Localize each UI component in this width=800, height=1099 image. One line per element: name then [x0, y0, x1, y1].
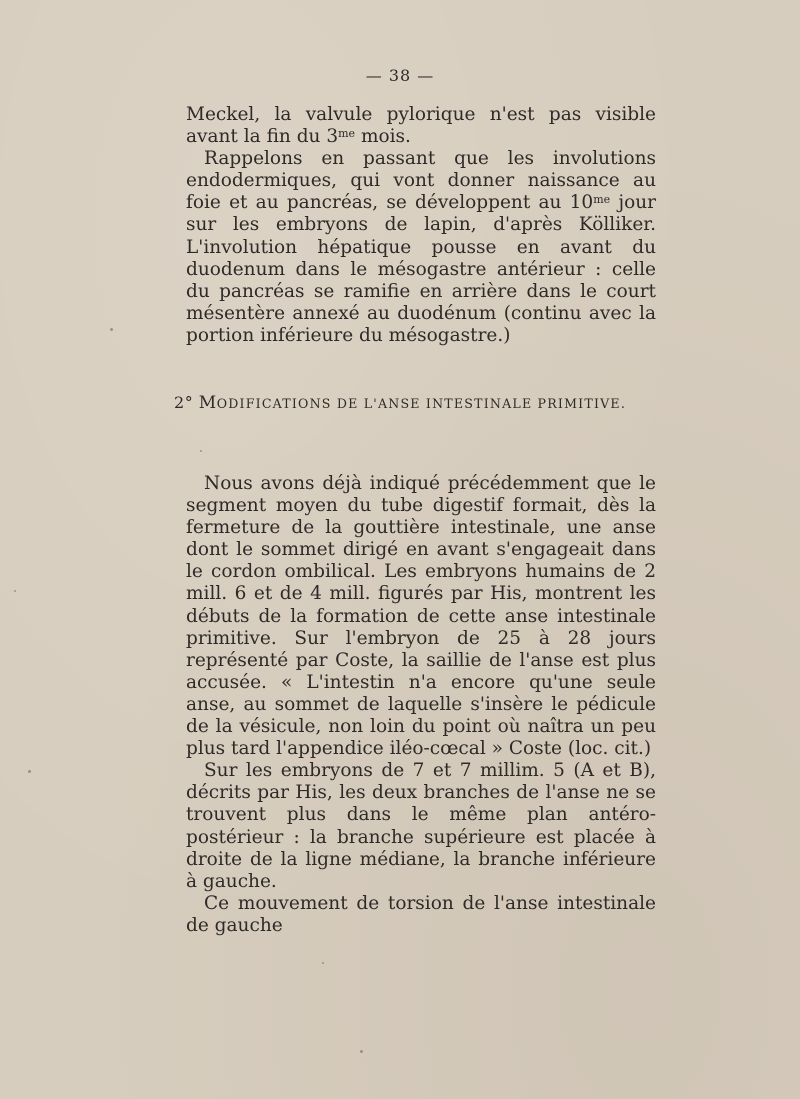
paragraph-2 [186, 148, 656, 347]
section-number: 2° [173, 393, 194, 412]
paragraph-5: Ce mouvement de torsion de l'anse intestinale de gauche [186, 892, 656, 936]
text-block-top [186, 104, 656, 347]
paper-speck [322, 962, 324, 964]
paragraph-1-text-end: mois. [355, 126, 411, 148]
page-number-header: — 38 — [365, 66, 435, 85]
paper-speck [200, 450, 202, 452]
section-heading [0, 393, 800, 413]
paragraph-4: Sur les embryons de 7 et 7 millim. 5 (A et B), décrits par His, les deux branches de l'anse ne se trouvent plus dans le même plan antéro-postérieur : la branche supérieure est placée à droite de la ligne médiane, la branche inférieure à gauche. [186, 760, 656, 892]
paragraph-1-superscript: me [338, 127, 356, 141]
paragraph-2-text: Rappelons en passant que les involutions endodermiques, qui vont donner naissance au foie et au pancréas, se développent au 10 [186, 148, 656, 214]
paragraph-1 [186, 104, 656, 148]
paper-speck [14, 590, 16, 592]
paragraph-3: Nous avons déjà indiqué précédemment que le segment moyen du tube digestif formait, dès la fermeture de la gouttière intestinale, une anse dont le sommet dirigé en avant s'engageait dans le cordon ombilical. Les embryons humains de 2 mill. 6 et de 4 mill. figurés par His, montrent les débuts de la formation de cette anse intestinale primitive. Sur l'embryon de 25 à 28 jours représenté par Coste, la saillie de l'anse est plus accusée. « L'intestin n'a encore qu'une seule anse, au sommet de laquelle s'insère le pédicule de la vésicule, non loin du point où naîtra un peu plus tard l'appendice iléo-cœcal » Coste (loc. cit.) [186, 473, 656, 760]
paper-speck [110, 328, 113, 331]
text-block-bottom [186, 473, 656, 937]
paragraph-1-text: Meckel, la valvule pylorique n'est pas visible avant la fin du 3 [186, 104, 656, 148]
paper-speck [360, 1050, 363, 1053]
section-heading-text: ODIFICATIONS DE L'ANSE INTESTINALE PRIMITIVE. [216, 396, 627, 411]
paragraph-2-text-end: jour sur les embryons de lapin, d'après Kölliker. L'involution hépatique pousse en avant du duodenum dans le mésogastre antérieur : celle du pancréas se ramifie en arrière dans le court mésentère annexé au duodénum (continu avec la portion inférieure du mésogastre.) [186, 192, 657, 346]
paragraph-2-superscript: me [593, 193, 611, 207]
section-heading-initial: M [198, 393, 217, 413]
paper-speck [28, 770, 31, 773]
